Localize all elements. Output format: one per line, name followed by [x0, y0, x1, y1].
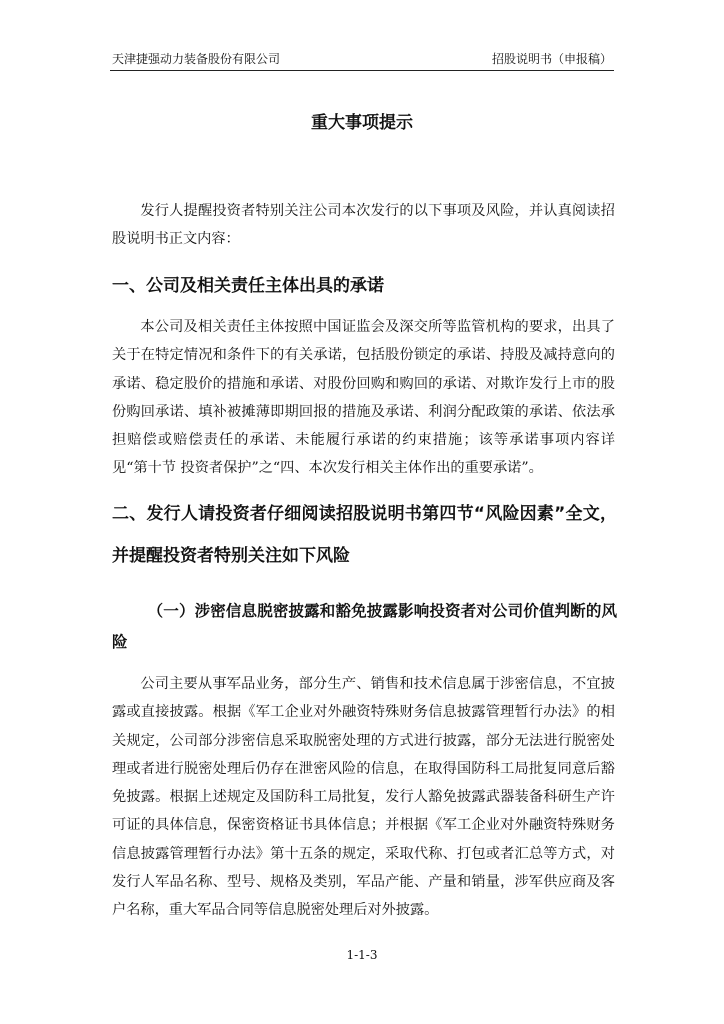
subsection-1-heading: （一）涉密信息脱密披露和豁免披露影响投资者对公司价值判断的风险 [112, 602, 617, 651]
header-company-name: 天津捷强动力装备股份有限公司 [112, 52, 281, 66]
page-title: 重大事项提示 [311, 113, 413, 133]
header-document-type: 招股说明书（申报稿） [491, 52, 612, 66]
page-number: 1-1-3 [346, 948, 378, 962]
subsection-1-body: 公司主要从事军品业务，部分生产、销售和技术信息属于涉密信息，不宜披露或直接披露。根据《军工企业对外融资特殊财务信息披露管理暂行办法》的相关规定，公司部分涉密信息采取脱密处理的方式进行披露，部分无法进行脱密处理或者进行脱密处理后仍存在泄密风险的信息，在取得国防科工局批复同意后豁免披露。根据上述规定及国防科工局批复，发行人豁免披露武器装备科研生产许可证的具体信息，保密资格证书具体信息；并根据《军工企业对外融资特殊财务信息披露管理暂行办法》第十五条的规定，采取代称、打包或者汇总等方式，对发行人军品名称、型号、规格及类别，军品产能、产量和销量，涉军供应商及客户名称，重大军品合同等信息脱密处理后对外披露。 [112, 676, 615, 919]
section-1-body: 本公司及相关责任主体按照中国证监会及深交所等监管机构的要求，出具了关于在特定情况和条件下的有关承诺，包括股份锁定的承诺、持股及减持意向的承诺、稳定股价的措施和承诺、对股份回购和购回的承诺、对欺诈发行上市的股份购回承诺、填补被摊薄即期回报的措施及承诺、利润分配政策的承诺、依法承担赔偿或赔偿责任的承诺、未能履行承诺的约束措施；该等承诺事项内容详见“第十节 投资者保护”之“四、本次发行相关主体作出的重要承诺”。 [112, 319, 615, 477]
section-1-heading: 一、公司及相关责任主体出具的承诺 [112, 276, 384, 296]
page-header [110, 50, 614, 71]
section-2-heading: 二、发行人请投资者仔细阅读招股说明书第四节“风险因素”全文，并提醒投资者特别关注如下风险 [112, 504, 617, 566]
intro-paragraph: 发行人提醒投资者特别关注公司本次发行的以下事项及风险，并认真阅读招股说明书正文内容： [112, 203, 615, 248]
